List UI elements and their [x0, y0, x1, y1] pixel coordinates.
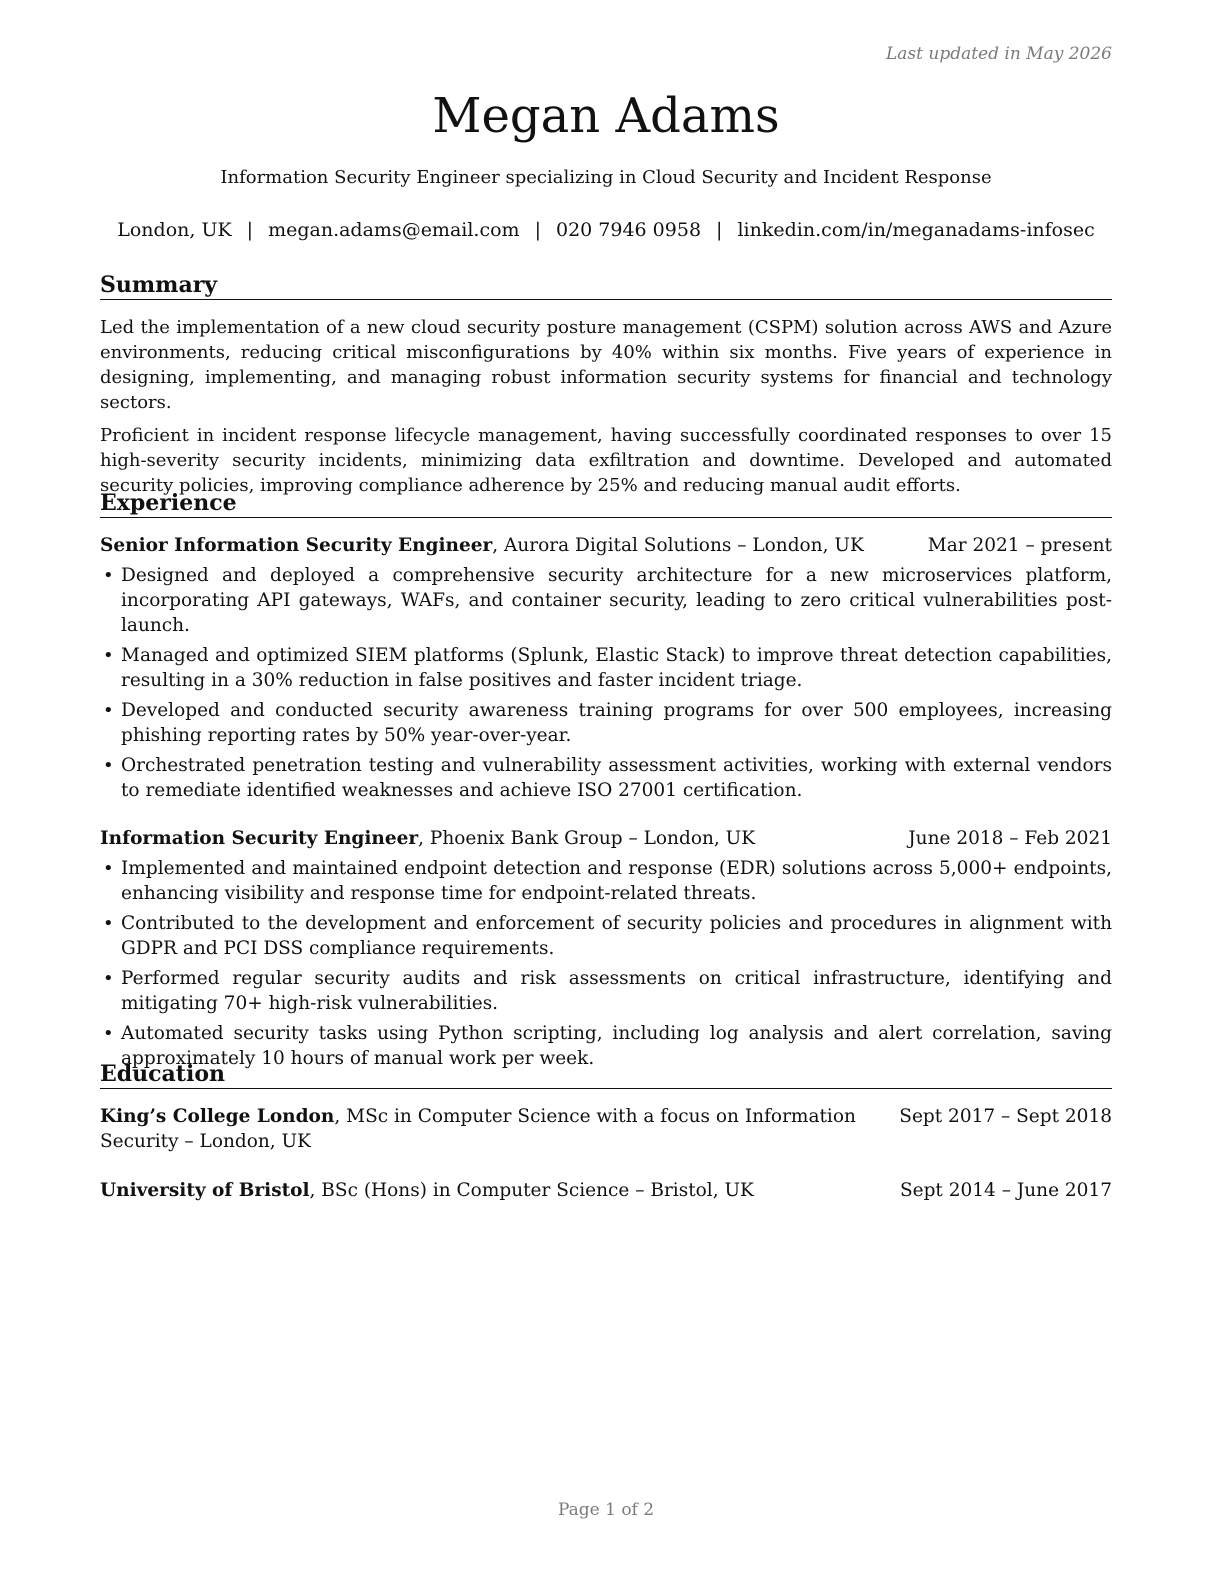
contact-phone[interactable]: 020 7946 0958: [555, 219, 702, 241]
job-org: , Phoenix Bank Group – London, UK: [418, 828, 756, 849]
education-section: [100, 1061, 1112, 1203]
job-bullet: • Managed and optimized SIEM platforms (Splunk, Elastic Stack) to improve threat detection capabilities, resulting in a 30% reduction in false positives and faster incident triage.: [100, 643, 1112, 693]
section-title-experience: Experience: [100, 490, 1112, 518]
job-bullet: • Automated security tasks using Python scripting, including log analysis and alert correlation, saving approximately 10 hours of manual work per week.: [100, 1021, 1112, 1071]
tagline: Information Security Engineer specializing in Cloud Security and Incident Response: [220, 167, 992, 188]
job-bullets: [100, 856, 1112, 1071]
section-title-education: Education: [100, 1061, 1112, 1089]
summary-paragraph: Led the implementation of a new cloud security posture management (CSPM) solution across AWS and Azure environments, reducing critical misconfigurations by 40% within six months. Five years of experience in designing, implementing, and managing robust information security systems for financial and technology sectors.: [100, 317, 1112, 413]
contact-separator: |: [716, 219, 723, 241]
job-org: , Aurora Digital Solutions – London, UK: [492, 535, 864, 556]
job-entry: [100, 826, 1112, 1071]
experience-section: [100, 490, 1112, 1071]
section-title-summary: Summary: [100, 272, 1112, 300]
contact-email[interactable]: megan.adams@email.com: [268, 219, 520, 241]
job-entry: [100, 533, 1112, 803]
contact-separator: |: [534, 219, 541, 241]
job-bullet: • Contributed to the development and enforcement of security policies and procedures in alignment with GDPR and PCI DSS compliance requirements.: [100, 911, 1112, 961]
contact-location: London, UK: [117, 219, 232, 241]
job-bullets: [100, 563, 1112, 803]
job-bullet: • Developed and conducted security awareness training programs for over 500 employees, increasing phishing reporting rates by 50% year-over-year.: [100, 698, 1112, 748]
school-name: King’s College London: [100, 1106, 335, 1127]
contact-linkedin[interactable]: linkedin.com/in/meganadams-infosec: [737, 219, 1095, 241]
page-number: Page 1 of 2: [557, 1500, 655, 1520]
candidate-name: Megan Adams: [432, 88, 780, 144]
job-header: [100, 533, 1112, 558]
job-dates: Mar 2021 – present: [927, 535, 1112, 556]
contact-separator: |: [246, 219, 254, 241]
job-role: Information Security Engineer: [100, 828, 419, 849]
education-dates: Sept 2014 – June 2017: [899, 1180, 1112, 1201]
education-entry: [100, 1104, 1112, 1154]
job-bullet: • Performed regular security audits and risk assessments on critical infrastructure, identifying and mitigating 70+ high-risk vulnerabilities.: [100, 966, 1112, 1016]
job-header: [100, 826, 1112, 851]
job-dates: June 2018 – Feb 2021: [908, 828, 1112, 849]
job-role: Senior Information Security Engineer: [100, 535, 493, 556]
education-entry: [100, 1178, 1112, 1203]
summary-section: [100, 272, 1112, 498]
school-name: University of Bristol: [100, 1180, 310, 1201]
job-bullet: • Orchestrated penetration testing and vulnerability assessment activities, working with external vendors to remediate identified weaknesses and achieve ISO 27001 certification.: [100, 753, 1112, 803]
contact-line: [100, 219, 1112, 241]
summary-paragraph: Proficient in incident response lifecycle management, having successfully coordinated responses to over 15 high-severity security incidents, minimizing data exfiltration and downtime. Developed and automated security policies, improving compliance adherence by 25% and reducing manual audit efforts.: [100, 425, 1112, 496]
job-bullet: • Implemented and maintained endpoint detection and response (EDR) solutions across 5,000+ endpoints, enhancing visibility and response time for endpoint-related threats.: [100, 856, 1112, 906]
education-dates: Sept 2017 – Sept 2018: [899, 1106, 1112, 1127]
degree: , MSc in Computer Science with a focus on Information Security – London, UK: [100, 1106, 856, 1152]
resume-page: [100, 0, 1112, 1584]
degree: , BSc (Hons) in Computer Science – Bristol, UK: [309, 1180, 754, 1201]
job-bullet: • Designed and deployed a comprehensive security architecture for a new microservices platform, incorporating API gateways, WAFs, and container security, leading to zero critical vulnerabilities post-launch.: [100, 563, 1112, 638]
last-updated: Last updated in May 2026: [885, 44, 1112, 64]
